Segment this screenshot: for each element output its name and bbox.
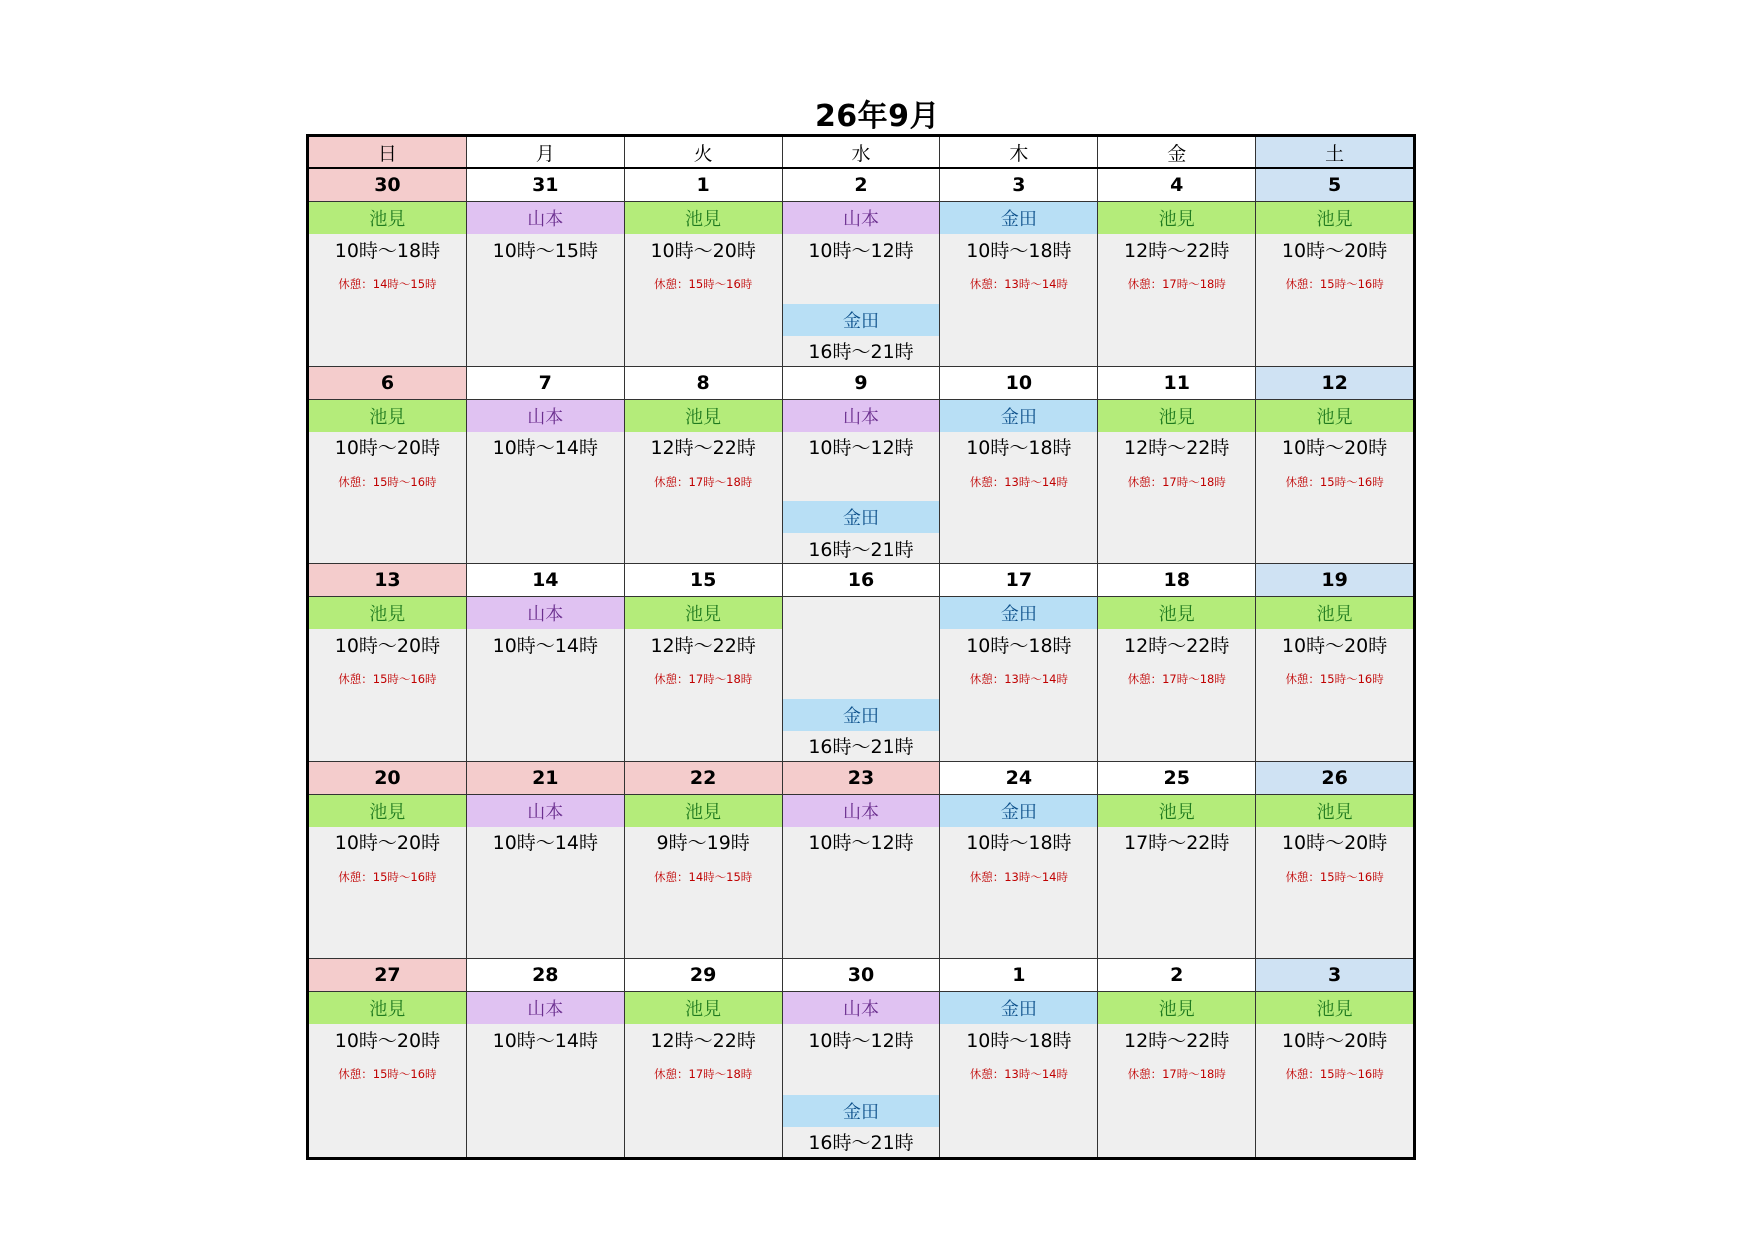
day-number: 24 [940, 762, 1097, 795]
shift-hours: 12時～22時 [1124, 437, 1230, 460]
day-cell [309, 564, 466, 761]
break-time: 休憩：15時～16時 [338, 672, 437, 687]
day-number: 26 [1256, 762, 1413, 795]
day-cell [782, 564, 940, 761]
staff-name: 池見 [309, 795, 466, 827]
day-number: 22 [625, 762, 782, 795]
staff-name: 金田 [783, 501, 940, 533]
shift-hours: 10時～20時 [334, 437, 441, 460]
break-time: 休憩：15時～16時 [338, 474, 437, 489]
shift-hours: 10時～18時 [966, 832, 1072, 855]
staff-name: 池見 [1256, 597, 1413, 629]
break-time: 休憩：15時～16時 [1285, 869, 1384, 884]
break-time: 休憩：13時～14時 [969, 1067, 1068, 1082]
shift-hours: 10時～14時 [492, 634, 598, 657]
staff-name: 山本 [467, 597, 624, 629]
staff-name: 山本 [783, 400, 940, 432]
shift-hours: 16時～21時 [808, 341, 914, 364]
day-number: 30 [309, 169, 466, 202]
day-number: 13 [309, 564, 466, 597]
staff-name: 池見 [309, 400, 466, 432]
day-cell [624, 564, 782, 761]
staff-name: 池見 [309, 202, 466, 234]
shift-hours: 10時～18時 [966, 1029, 1072, 1052]
shift-hours [783, 629, 940, 659]
shift-hours: 10時～14時 [492, 832, 598, 855]
day-cell [1255, 367, 1413, 564]
break-time: 休憩：14時～15時 [338, 277, 437, 291]
day-cell [309, 762, 466, 959]
day-number: 2 [783, 169, 940, 202]
day-cell [624, 959, 782, 1157]
staff-name: 池見 [1098, 597, 1255, 629]
shift-hours: 16時～21時 [808, 736, 914, 759]
day-cell [782, 169, 940, 366]
shift-hours: 10時～18時 [966, 634, 1072, 657]
shift-hours: 10時～20時 [334, 1029, 441, 1052]
day-cell [782, 762, 940, 959]
page-title: 26年9月 [814, 99, 941, 134]
day-cell [1097, 959, 1255, 1157]
day-number: 2 [1098, 959, 1255, 992]
staff-name: 池見 [1256, 795, 1413, 827]
staff-name: 金田 [940, 992, 1097, 1024]
break-time: 休憩：13時～14時 [969, 277, 1068, 291]
staff-name: 池見 [1098, 992, 1255, 1024]
staff-name: 池見 [1098, 400, 1255, 432]
shift-hours: 10時～18時 [966, 437, 1072, 460]
day-cell [939, 367, 1097, 564]
staff-name: 金田 [940, 400, 1097, 432]
day-number: 20 [309, 762, 466, 795]
staff-name: 山本 [467, 795, 624, 827]
shift-hours: 10時～15時 [492, 239, 598, 262]
weekday-tue: 火 [624, 137, 782, 167]
break-time: 休憩：15時～16時 [1285, 474, 1384, 489]
shift-hours: 16時～21時 [808, 1132, 914, 1155]
day-number: 3 [940, 169, 1097, 202]
day-cell [309, 367, 466, 564]
staff-name: 金田 [940, 202, 1097, 234]
day-number: 7 [467, 367, 624, 400]
day-number: 6 [309, 367, 466, 400]
day-cell [624, 169, 782, 366]
break-time: 休憩：15時～16時 [1285, 1067, 1384, 1082]
break-time: 休憩：17時～18時 [1127, 277, 1226, 291]
day-number: 12 [1256, 367, 1413, 400]
staff-name: 山本 [783, 795, 940, 827]
day-cell [1255, 169, 1413, 366]
day-number: 30 [783, 959, 940, 992]
break-time: 休憩：17時～18時 [654, 672, 753, 687]
shift-hours: 12時～22時 [1124, 634, 1230, 657]
shift-hours: 10時～18時 [966, 239, 1072, 262]
day-cell [1255, 762, 1413, 959]
day-number: 10 [940, 367, 1097, 400]
week-row [309, 564, 1413, 762]
staff-name: 池見 [309, 597, 466, 629]
day-cell [1255, 959, 1413, 1157]
staff-name: 金田 [783, 699, 940, 731]
day-cell [939, 169, 1097, 366]
shift-hours: 12時～22時 [650, 634, 756, 657]
weekday-thu: 木 [939, 137, 1097, 167]
shift-hours: 10時～14時 [492, 437, 598, 460]
shift-hours: 10時～20時 [650, 239, 756, 262]
shift-hours: 10時～20時 [1281, 1029, 1388, 1052]
day-cell [782, 959, 940, 1157]
staff-name: 池見 [625, 400, 782, 432]
break-time: 休憩：13時～14時 [969, 474, 1068, 489]
break-time: 休憩：15時～16時 [654, 277, 753, 291]
staff-name: 金田 [783, 1095, 940, 1127]
break-time: 休憩：17時～18時 [1127, 672, 1226, 687]
staff-name: 池見 [625, 202, 782, 234]
shift-hours: 10時～20時 [334, 832, 441, 855]
day-cell [1097, 367, 1255, 564]
break-time: 休憩：15時～16時 [338, 1067, 437, 1082]
staff-name: 池見 [625, 597, 782, 629]
break-time: 休憩：17時～18時 [1127, 474, 1226, 489]
day-number: 4 [1098, 169, 1255, 202]
day-number: 25 [1098, 762, 1255, 795]
day-cell [782, 367, 940, 564]
weekday-header [309, 137, 1413, 169]
shift-hours: 10時～14時 [492, 1029, 598, 1052]
day-number: 23 [783, 762, 940, 795]
staff-name: 池見 [1256, 992, 1413, 1024]
break-time: 休憩：15時～16時 [1285, 672, 1384, 687]
staff-name: 山本 [783, 992, 940, 1024]
day-cell [939, 959, 1097, 1157]
day-number: 17 [940, 564, 1097, 597]
day-cell [1097, 564, 1255, 761]
day-number: 11 [1098, 367, 1255, 400]
day-cell [1255, 564, 1413, 761]
day-number: 31 [467, 169, 624, 202]
shift-hours: 12時～22時 [1124, 1029, 1230, 1052]
day-number: 27 [309, 959, 466, 992]
staff-name: 池見 [1256, 400, 1413, 432]
shift-hours: 10時～20時 [1281, 634, 1388, 657]
day-number: 9 [783, 367, 940, 400]
day-cell [466, 367, 624, 564]
weekday-sun: 日 [309, 137, 466, 167]
staff-name: 池見 [1098, 202, 1255, 234]
shift-hours: 10時～12時 [808, 239, 914, 262]
shift-hours: 12時～22時 [650, 437, 756, 460]
break-time: 休憩：13時～14時 [969, 672, 1068, 687]
staff-name: 山本 [783, 202, 940, 234]
weekday-sat: 土 [1255, 137, 1413, 167]
staff-name: 池見 [625, 795, 782, 827]
break-time: 休憩：15時～16時 [1285, 277, 1384, 291]
shift-hours: 9時～19時 [656, 832, 750, 855]
break-time: 休憩：17時～18時 [1127, 1067, 1226, 1082]
day-cell [466, 564, 624, 761]
day-cell [466, 762, 624, 959]
staff-name: 池見 [309, 992, 466, 1024]
day-number: 16 [783, 564, 940, 597]
staff-name: 山本 [467, 400, 624, 432]
day-cell [939, 564, 1097, 761]
staff-name [783, 597, 940, 629]
day-cell [939, 762, 1097, 959]
shift-hours: 12時～22時 [1124, 239, 1230, 262]
day-cell [1097, 169, 1255, 366]
day-number: 18 [1098, 564, 1255, 597]
day-number: 28 [467, 959, 624, 992]
shift-hours: 16時～21時 [808, 538, 914, 561]
shift-hours: 10時～12時 [808, 832, 914, 855]
week-row [309, 169, 1413, 367]
weekday-mon: 月 [466, 137, 624, 167]
day-number: 19 [1256, 564, 1413, 597]
day-cell [1097, 762, 1255, 959]
staff-name: 池見 [1256, 202, 1413, 234]
day-number: 1 [940, 959, 1097, 992]
shift-hours: 10時～20時 [1281, 239, 1388, 262]
break-time: 休憩：15時～16時 [338, 869, 437, 884]
shift-hours: 10時～20時 [1281, 437, 1388, 460]
day-cell [466, 959, 624, 1157]
staff-name: 山本 [467, 202, 624, 234]
day-number: 14 [467, 564, 624, 597]
weekday-wed: 水 [782, 137, 940, 167]
day-cell [309, 959, 466, 1157]
shift-hours: 10時～12時 [808, 1029, 914, 1052]
shift-hours: 17時～22時 [1124, 832, 1230, 855]
day-cell [624, 367, 782, 564]
shift-hours: 10時～20時 [1281, 832, 1388, 855]
day-number: 29 [625, 959, 782, 992]
staff-name: 池見 [625, 992, 782, 1024]
break-time: 休憩：14時～15時 [654, 869, 753, 884]
shift-hours: 12時～22時 [650, 1029, 756, 1052]
day-number: 21 [467, 762, 624, 795]
break-time: 休憩：17時～18時 [654, 474, 753, 489]
day-number: 3 [1256, 959, 1413, 992]
day-number: 15 [625, 564, 782, 597]
day-number: 8 [625, 367, 782, 400]
week-row [309, 959, 1413, 1157]
staff-name: 金田 [940, 597, 1097, 629]
staff-name: 金田 [940, 795, 1097, 827]
break-time: 休憩：17時～18時 [654, 1067, 753, 1082]
shift-hours: 10時～18時 [334, 239, 441, 262]
week-row [309, 367, 1413, 565]
day-number: 1 [625, 169, 782, 202]
weekday-fri: 金 [1097, 137, 1255, 167]
staff-name: 山本 [467, 992, 624, 1024]
break-time: 休憩：13時～14時 [969, 869, 1068, 884]
week-row [309, 762, 1413, 960]
staff-name: 池見 [1098, 795, 1255, 827]
day-cell [624, 762, 782, 959]
shift-hours: 10時～20時 [334, 634, 441, 657]
staff-name: 金田 [783, 304, 940, 336]
day-number: 5 [1256, 169, 1413, 202]
shift-hours: 10時～12時 [808, 437, 914, 460]
day-cell [466, 169, 624, 366]
day-cell [309, 169, 466, 366]
calendar-grid [306, 134, 1416, 1160]
